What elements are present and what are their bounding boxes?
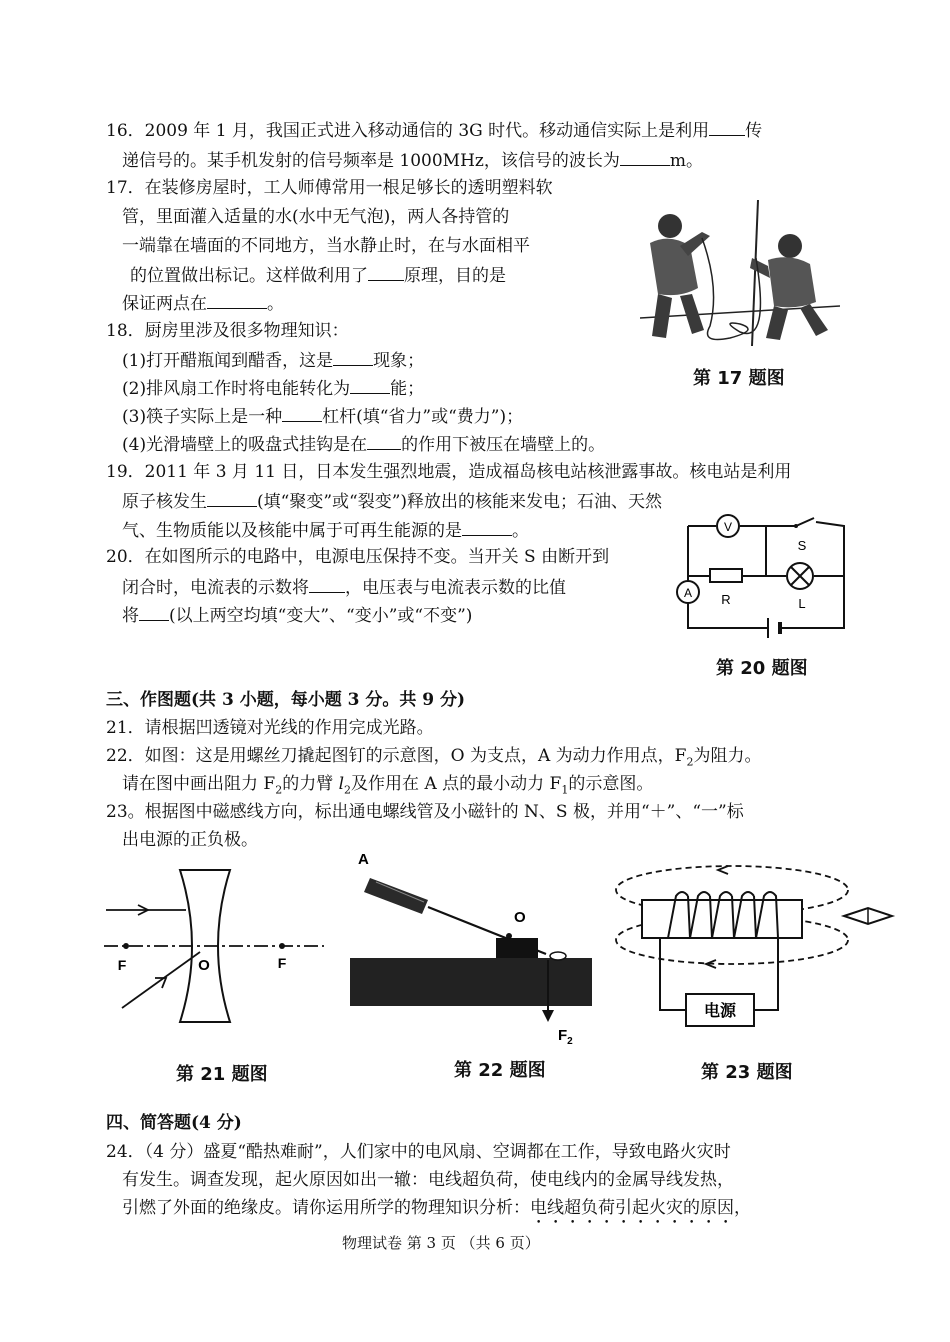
- q22-subscript: 2: [275, 783, 283, 797]
- q22-text: 为阻力。: [693, 746, 762, 766]
- q24-line3: [122, 1198, 751, 1228]
- q22-text: 的力臂: [282, 774, 339, 794]
- q17-line2: 管，里面灌入适量的水(水中无气泡)，两人各持管的: [122, 207, 510, 227]
- q18-item4: [122, 433, 605, 455]
- q24-line2: 有发生。调查发现，起火原因如出一辙：电线超负荷，使电线内的金属导线发热，: [122, 1170, 734, 1190]
- fulcrum-o-label: O: [514, 909, 526, 926]
- figure-23-solenoid: [612, 860, 900, 1040]
- q20-line1: 20．在如图所示的电路中，电源电压保持不变。当开关 S 由断开到: [106, 547, 610, 567]
- force-f2-label: $F_2$: [558, 1027, 573, 1045]
- figure-23-caption: 第 23 题图: [701, 1062, 793, 1083]
- q17-line1: 17．在装修房屋时，工人师傅常用一根足够长的透明塑料软: [106, 178, 553, 198]
- q19-line1: 19．2011 年 3 月 11 日，日本发生强烈地震，造成福岛核电站核泄露事故。核电站是利用: [106, 462, 792, 482]
- q18-item2: [122, 377, 424, 399]
- q20-text: 闭合时，电流表的示数将: [122, 578, 309, 598]
- q18-item3: [122, 405, 523, 427]
- answer-blank[interactable]: [139, 604, 169, 621]
- q20-text: ，电压表与电流表示数的比值: [345, 578, 566, 598]
- q24-line1: 24．（4 分）盛夏“酷热难耐”，人们家中的电风扇、空调都在工作，导致电路火灾时: [106, 1142, 731, 1162]
- q22-text: 及作用在 A 点的最小动力 F: [351, 774, 562, 794]
- q16-text: 传: [745, 121, 763, 141]
- q22-subscript: 1: [561, 783, 569, 797]
- q18-text: 杠杆(填“省力”或“费力”)；: [322, 407, 524, 427]
- q17-text: 保证两点在: [122, 294, 207, 314]
- q20-text: (以上两空均填“变大”、“变小”或“不变”): [169, 606, 473, 626]
- answer-blank[interactable]: [207, 292, 267, 309]
- answer-blank[interactable]: [462, 519, 512, 536]
- figure-22-screwdriver: [346, 850, 596, 1045]
- focal-point-left-label: F: [117, 957, 127, 973]
- voltmeter-label: V: [723, 520, 733, 534]
- q18-text: (3)筷子实际上是一种: [122, 407, 283, 427]
- q18-text: 现象；: [373, 351, 425, 371]
- q22-lever-arm-symbol: l: [338, 774, 345, 794]
- answer-blank[interactable]: [309, 576, 345, 593]
- q19-text: (填“聚变”或“裂变”)释放出的核能来发电；石油、天然: [257, 492, 663, 512]
- q19-line3: [122, 519, 529, 541]
- section3-heading: 三、作图题(共 3 小题，每小题 3 分。共 9 分): [106, 690, 466, 710]
- figure-20-caption: 第 20 题图: [716, 658, 808, 679]
- q17-text: 。: [267, 294, 284, 314]
- answer-blank[interactable]: [350, 377, 390, 394]
- q18-line1: 18．厨房里涉及很多物理知识：: [106, 321, 349, 341]
- q18-text: 能；: [390, 379, 425, 399]
- q20-line3: [122, 604, 472, 626]
- q22-text: 的示意图。: [568, 774, 654, 794]
- q18-text: 的作用下被压在墙壁上的。: [401, 435, 606, 455]
- q16-line1: [106, 119, 762, 141]
- answer-blank[interactable]: [368, 264, 404, 281]
- q20-line2: [122, 576, 566, 598]
- answer-blank[interactable]: [709, 119, 745, 136]
- resistor-label: R: [721, 592, 731, 607]
- screwdriver-handle: [364, 878, 428, 914]
- q22-text: 请在图中画出阻力 F: [122, 774, 276, 794]
- figure-20-circuit: [676, 510, 852, 646]
- q18-item1: [122, 349, 424, 371]
- fulcrum-block: [496, 938, 538, 958]
- figure-17-caption: 第 17 题图: [693, 368, 785, 389]
- q16-text: 递信号的。某手机发射的信号频率是 1000MHz，该信号的波长为: [122, 151, 620, 171]
- q19-text: 原子核发生: [122, 492, 207, 512]
- answer-blank[interactable]: [367, 433, 401, 450]
- q16-line2: [122, 149, 703, 171]
- lamp-label: L: [798, 596, 806, 611]
- power-supply-label: 电源: [703, 1001, 737, 1020]
- page-footer: 物理试卷 第 3 页 （共 6 页）: [342, 1234, 540, 1252]
- q16-text: 16．2009 年 1 月，我国正式进入移动通信的 3G 时代。移动通信实际上是利用: [106, 121, 710, 141]
- q19-text: 。: [512, 521, 529, 541]
- figure-21-caption: 第 21 题图: [176, 1064, 268, 1085]
- q23-line2: 出电源的正负极。: [122, 830, 258, 850]
- thumbtack: [550, 952, 566, 960]
- q17-line3: 一端靠在墙面的不同地方，当水静止时，在与水面相平: [122, 236, 530, 256]
- q24-text: 引燃了外面的绝缘皮。请你运用所学的物理知识分析：: [122, 1198, 530, 1218]
- wood-board: [350, 958, 592, 1006]
- switch-label: S: [797, 538, 807, 553]
- q19-text: 气、生物质能以及核能中属于可再生能源的是: [122, 521, 462, 541]
- figure-21-concave-lens: [100, 862, 330, 1042]
- q16-text: m。: [669, 151, 703, 171]
- focal-point-right-label: F: [277, 955, 287, 971]
- q21-text: 21．请根据凹透镜对光线的作用完成光路。: [106, 718, 434, 738]
- answer-blank[interactable]: [207, 490, 257, 507]
- q19-line2: [122, 490, 662, 512]
- figure-17-illustration: [640, 198, 840, 348]
- q24-text: ，: [734, 1198, 751, 1218]
- q22-line1: [106, 746, 761, 772]
- q17-text: 原理，目的是: [404, 266, 506, 286]
- optical-center-label: O: [198, 957, 210, 974]
- q17-text: 的位置做出标记。这样做利用了: [130, 266, 368, 286]
- q18-text: (1)打开醋瓶闻到醋香，这是: [122, 351, 334, 371]
- q23-line1: 23。根据图中磁感线方向，标出通电螺线管及小磁针的 N、S 极，并用“＋”、“一”标: [106, 802, 744, 822]
- answer-blank[interactable]: [282, 405, 322, 422]
- answer-blank[interactable]: [333, 349, 373, 366]
- q22-text: 22．如图：这是用螺丝刀撬起图钉的示意图，O 为支点，A 为动力作用点，F: [106, 746, 687, 766]
- section4-heading: 四、简答题(4 分): [106, 1113, 242, 1133]
- answer-blank[interactable]: [620, 149, 670, 166]
- q22-line2: [122, 774, 653, 800]
- q18-text: (2)排风扇工作时将电能转化为: [122, 379, 351, 399]
- ammeter-label: A: [683, 586, 693, 600]
- q20-text: 将: [122, 606, 139, 626]
- q22-subscript: 2: [344, 783, 352, 797]
- q24-emphasis-text: 电线超负荷引起火灾的原因: [530, 1198, 734, 1218]
- point-a-label: A: [358, 851, 369, 868]
- q17-line4: [130, 264, 506, 286]
- q22-subscript: 2: [686, 755, 694, 769]
- figure-22-caption: 第 22 题图: [454, 1060, 546, 1081]
- q17-line5: [122, 292, 284, 314]
- q18-text: (4)光滑墙壁上的吸盘式挂钩是在: [122, 435, 368, 455]
